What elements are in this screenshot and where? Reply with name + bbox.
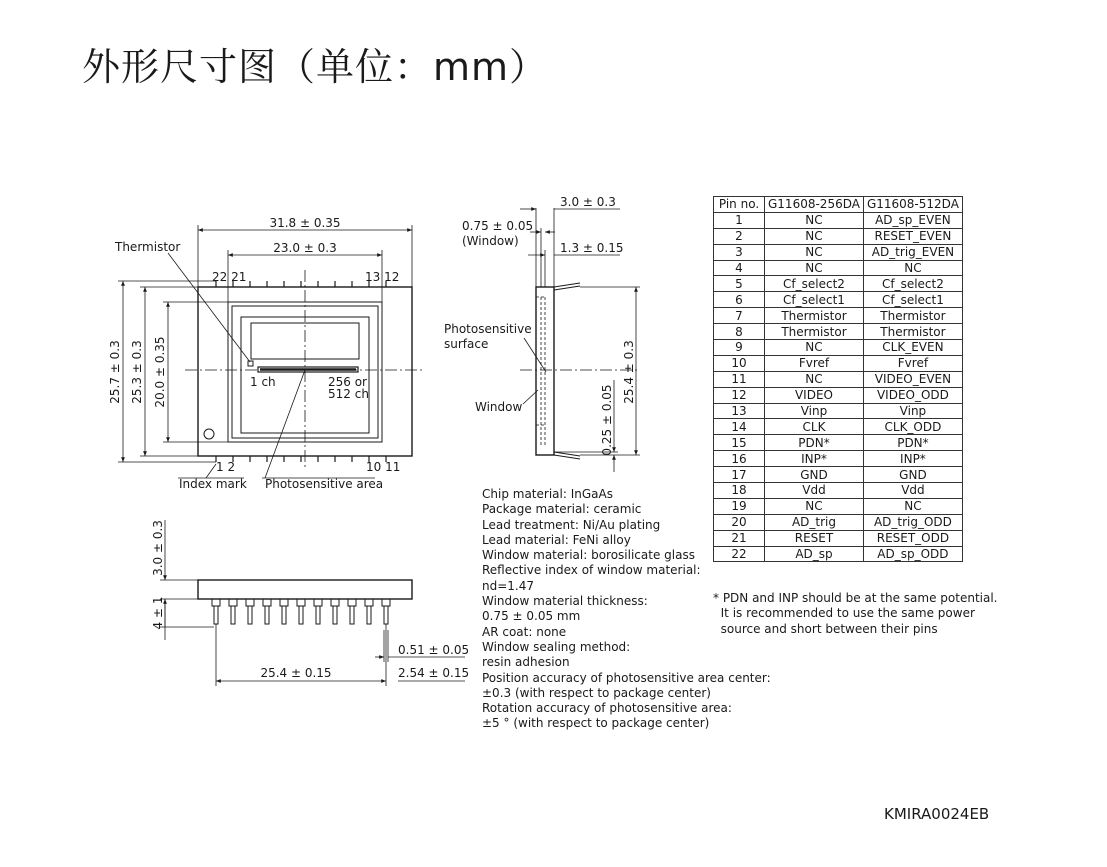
label-512ch: 512 ch bbox=[328, 387, 369, 401]
table-row bbox=[714, 467, 963, 483]
bottom-leads bbox=[212, 599, 390, 624]
spec-line: ±0.3 (with respect to package center) bbox=[482, 685, 711, 700]
table-row bbox=[714, 228, 963, 244]
table-row bbox=[714, 355, 963, 371]
table-row bbox=[714, 292, 963, 308]
table-row bbox=[714, 403, 963, 419]
pin-512: AD_sp_EVEN bbox=[863, 212, 962, 228]
pin-512: CLK_ODD bbox=[863, 419, 962, 435]
pin-no: 1 bbox=[714, 212, 765, 228]
header-256da: G11608-256DA bbox=[765, 197, 864, 213]
pin-256: VIDEO bbox=[765, 387, 864, 403]
pin-table-header bbox=[714, 197, 963, 213]
table-row bbox=[714, 324, 963, 340]
pin-no: 5 bbox=[714, 276, 765, 292]
dim-width-inner: 23.0 ± 0.3 bbox=[273, 241, 337, 255]
pin-no: 11 bbox=[714, 371, 765, 387]
pin-512: VIDEO_ODD bbox=[863, 387, 962, 403]
dim-pitch: 2.54 ± 0.15 bbox=[398, 666, 470, 680]
pin-no: 8 bbox=[714, 324, 765, 340]
dim-1-3: 1.3 ± 0.15 bbox=[560, 241, 624, 255]
pin-512: Cf_select2 bbox=[863, 276, 962, 292]
pin-no: 13 bbox=[714, 403, 765, 419]
pin-256: Vinp bbox=[765, 403, 864, 419]
pin-no: 22 bbox=[714, 546, 765, 562]
pin-512: GND bbox=[863, 467, 962, 483]
dim-0-25: 0.25 ± 0.05 bbox=[600, 384, 614, 456]
bottom-view bbox=[160, 520, 465, 686]
pin-512: Vinp bbox=[863, 403, 962, 419]
side-view-text bbox=[444, 195, 636, 456]
pin-256: Cf_select1 bbox=[765, 292, 864, 308]
pins-top-right: 13 12 bbox=[365, 270, 400, 284]
dim-width-outer: 31.8 ± 0.35 bbox=[269, 216, 341, 230]
front-view-text bbox=[108, 216, 400, 491]
label-photosensitive-surface-1: Photosensitive bbox=[444, 322, 532, 336]
pin-no: 6 bbox=[714, 292, 765, 308]
pin-512: NC bbox=[863, 260, 962, 276]
spec-line: 0.75 ± 0.05 mm bbox=[482, 609, 581, 624]
pin-256: AD_sp bbox=[765, 546, 864, 562]
front-bottom-leads bbox=[216, 456, 386, 462]
header-pin-no: Pin no. bbox=[714, 197, 765, 213]
spec-line: Rotation accuracy of photosensitive area: bbox=[482, 701, 732, 716]
dim-bottom-3-0: 3.0 ± 0.3 bbox=[151, 520, 165, 576]
pin-no: 2 bbox=[714, 228, 765, 244]
pin-no: 14 bbox=[714, 419, 765, 435]
pin-no: 18 bbox=[714, 483, 765, 499]
drawing-code: KMIRA0024EB bbox=[884, 805, 990, 823]
spec-line: Chip material: InGaAs bbox=[482, 487, 613, 501]
dim-height-25-7: 25.7 ± 0.3 bbox=[108, 340, 122, 404]
label-photosensitive-area: Photosensitive area bbox=[265, 477, 384, 491]
pin-256: GND bbox=[765, 467, 864, 483]
bottom-view-text bbox=[151, 520, 469, 680]
pin-no: 12 bbox=[714, 387, 765, 403]
note-line: * PDN and INP should be at the same potential. bbox=[713, 591, 998, 605]
spec-line: Reflective index of window material: bbox=[482, 563, 701, 578]
dim-thickness-3-0: 3.0 ± 0.3 bbox=[560, 195, 616, 209]
pin-256: NC bbox=[765, 498, 864, 514]
pin-256: INP* bbox=[765, 451, 864, 467]
pin-256: NC bbox=[765, 244, 864, 260]
table-row bbox=[714, 212, 963, 228]
spec-line: Lead material: FeNi alloy bbox=[482, 532, 631, 547]
spec-line: nd=1.47 bbox=[482, 578, 534, 593]
pin-256: AD_trig bbox=[765, 514, 864, 530]
pin-256: NC bbox=[765, 228, 864, 244]
spec-line: Window material thickness: bbox=[482, 594, 648, 609]
dim-window-thickness: 0.75 ± 0.05 bbox=[462, 219, 534, 233]
pin-512: AD_trig_EVEN bbox=[863, 244, 962, 260]
dim-height-25-4: 25.4 ± 0.3 bbox=[622, 340, 636, 404]
pin-note bbox=[713, 591, 998, 637]
pin-512: AD_trig_ODD bbox=[863, 514, 962, 530]
pin-no: 19 bbox=[714, 498, 765, 514]
pin-no: 10 bbox=[714, 355, 765, 371]
pin-512: CLK_EVEN bbox=[863, 340, 962, 356]
table-row bbox=[714, 260, 963, 276]
spec-line: Window sealing method: bbox=[482, 639, 631, 654]
label-1ch: 1 ch bbox=[250, 375, 276, 389]
pin-256: Thermistor bbox=[765, 308, 864, 324]
header-512da: G11608-512DA bbox=[863, 197, 962, 213]
pin-no: 16 bbox=[714, 451, 765, 467]
pin-256: RESET bbox=[765, 530, 864, 546]
pins-top-left: 22 21 bbox=[212, 270, 247, 284]
label-256ch: 256 or bbox=[328, 375, 367, 389]
dim-height-25-3: 25.3 ± 0.3 bbox=[130, 340, 144, 404]
spec-line: Package material: ceramic bbox=[482, 502, 642, 517]
pin-512: Vdd bbox=[863, 483, 962, 499]
pin-no: 7 bbox=[714, 308, 765, 324]
note-line: source and short between their pins bbox=[713, 621, 938, 636]
pin-512: RESET_ODD bbox=[863, 530, 962, 546]
pin-512: Thermistor bbox=[863, 308, 962, 324]
label-thermistor: Thermistor bbox=[115, 240, 181, 254]
pin-512: VIDEO_EVEN bbox=[863, 371, 962, 387]
pin-no: 20 bbox=[714, 514, 765, 530]
table-row bbox=[714, 451, 963, 467]
pin-512: PDN* bbox=[863, 435, 962, 451]
pin-512: NC bbox=[863, 498, 962, 514]
pin-512: Cf_select1 bbox=[863, 292, 962, 308]
table-row bbox=[714, 435, 963, 451]
dim-pitch-span: 25.4 ± 0.15 bbox=[260, 666, 332, 680]
dim-lead-width: 0.51 ± 0.05 bbox=[398, 643, 470, 657]
table-row bbox=[714, 371, 963, 387]
pin-512: RESET_EVEN bbox=[863, 228, 962, 244]
pins-bottom-left: 1 2 bbox=[216, 460, 236, 474]
pin-256: NC bbox=[765, 340, 864, 356]
pin-512: AD_sp_ODD bbox=[863, 546, 962, 562]
pin-512: INP* bbox=[863, 451, 962, 467]
pin-512: Fvref bbox=[863, 355, 962, 371]
pin-256: CLK bbox=[765, 419, 864, 435]
spec-line: AR coat: none bbox=[482, 624, 567, 639]
pin-no: 15 bbox=[714, 435, 765, 451]
pins-bottom-right: 10 11 bbox=[366, 460, 401, 474]
label-photosensitive-surface-2: surface bbox=[444, 337, 489, 351]
pin-256: NC bbox=[765, 371, 864, 387]
label-window: Window bbox=[475, 400, 523, 414]
pin-256: Vdd bbox=[765, 483, 864, 499]
dim-height-20-0: 20.0 ± 0.35 bbox=[153, 336, 167, 408]
table-row bbox=[714, 387, 963, 403]
pin-no: 9 bbox=[714, 340, 765, 356]
spec-line: ±5 ° (with respect to package center) bbox=[482, 716, 710, 731]
table-row bbox=[714, 308, 963, 324]
spec-line: Position accuracy of photosensitive area center: bbox=[482, 670, 771, 685]
pin-no: 3 bbox=[714, 244, 765, 260]
spec-line: Window material: borosilicate glass bbox=[482, 548, 695, 563]
pin-no: 4 bbox=[714, 260, 765, 276]
pin-256: Fvref bbox=[765, 355, 864, 371]
spec-line: resin adhesion bbox=[482, 655, 570, 670]
pin-256: Thermistor bbox=[765, 324, 864, 340]
dim-window-label: (Window) bbox=[462, 234, 519, 248]
pin-256: NC bbox=[765, 260, 864, 276]
pin-512: Thermistor bbox=[863, 324, 962, 340]
label-index-mark: Index mark bbox=[179, 477, 247, 491]
table-row bbox=[714, 340, 963, 356]
table-row bbox=[714, 419, 963, 435]
table-row bbox=[714, 244, 963, 260]
page-title: 外形尺寸图（单位：mm） bbox=[82, 45, 549, 89]
note-line: It is recommended to use the same power bbox=[713, 606, 975, 621]
pin-256: PDN* bbox=[765, 435, 864, 451]
pin-no: 17 bbox=[714, 467, 765, 483]
pin-256: NC bbox=[765, 212, 864, 228]
dim-bottom-4: 4 ± 1 bbox=[151, 596, 165, 630]
pin-256: Cf_select2 bbox=[765, 276, 864, 292]
spec-line: Lead treatment: Ni/Au plating bbox=[482, 517, 661, 532]
table-row bbox=[714, 276, 963, 292]
pin-no: 21 bbox=[714, 530, 765, 546]
